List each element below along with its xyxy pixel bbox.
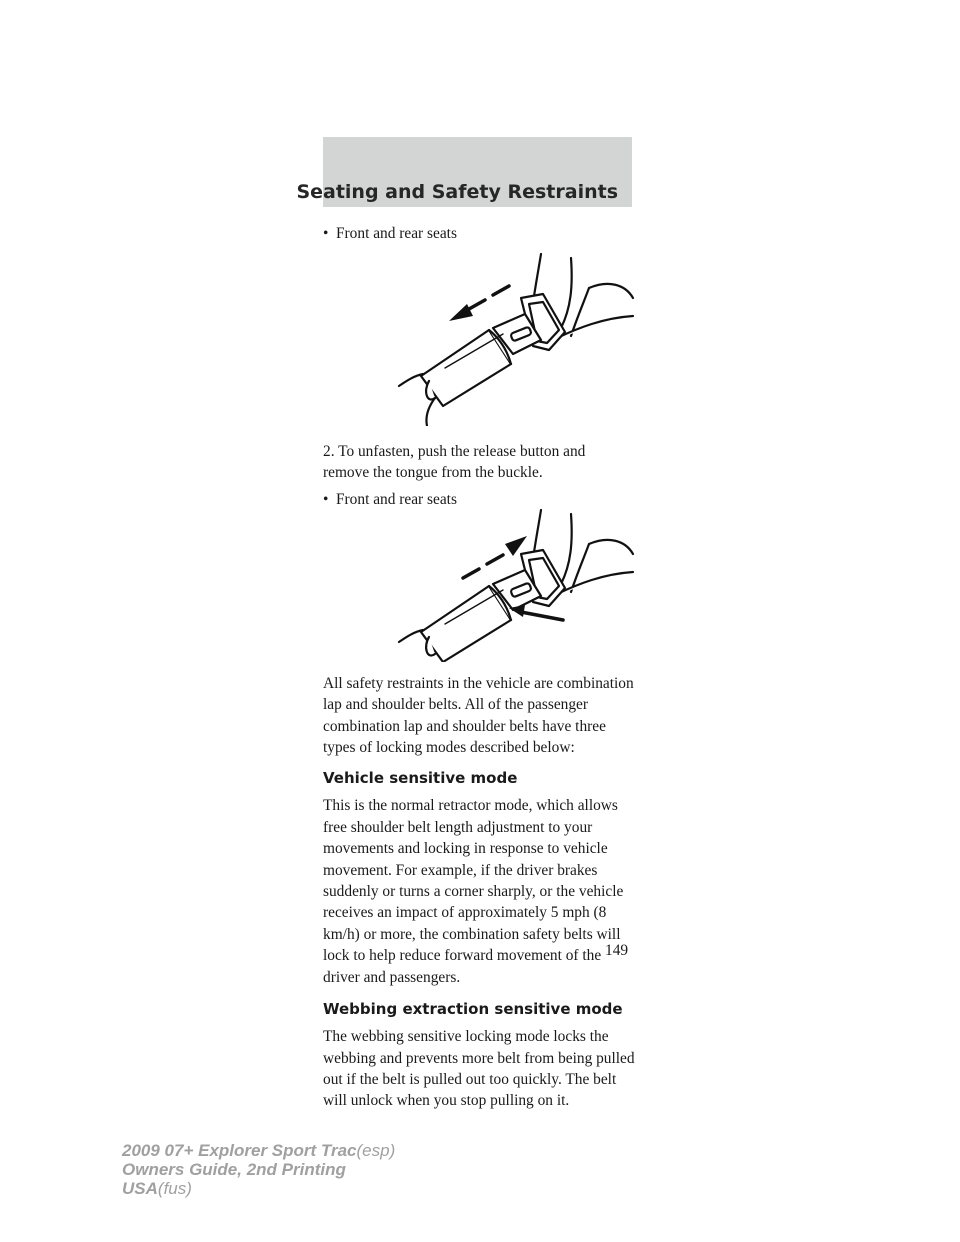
footer-model: 2009 07+ Explorer Sport Trac [122,1141,357,1160]
intro-paragraph: All safety restraints in the vehicle are combination lap and shoulder belts. All of the passenger combination lap and shoulder belts have three types of locking modes described below: [323,674,634,757]
page-number: 149 [605,942,629,959]
section-header [296,137,632,207]
buckle-fasten-illustration [323,244,635,441]
footer-market: USA [122,1179,158,1198]
buckle-fasten-icon [393,246,653,426]
step-2-text: 2. To unfasten, push the release button and remove the tongue from the buckle. [323,443,586,482]
bullet-icon: • [323,490,329,508]
section-title: Seating and Safety Restraints [296,181,618,203]
bullet-icon: • [323,225,329,242]
bullet-text: Front and rear seats [336,490,457,508]
document-footer [122,1141,395,1198]
footer-model-code: (esp) [356,1141,396,1160]
footer-printing: Owners Guide, 2nd Printing [122,1160,346,1179]
vehicle-sensitive-paragraph: This is the normal retractor mode, which allows free shoulder belt length adjustment to your movements and locking in response to vehicle movement. For example, if the driver brakes suddenly or turns a corner sharply, or the vehicle receives an impact of approximately 5 mph (8 km/h) or more, the combination safety belts will lock to help reduce forward movement of the driver and passengers. [323,797,624,986]
heading-webbing-sensitive: Webbing extraction sensitive mode [323,1000,623,1019]
page-content [323,218,635,1112]
webbing-sensitive-paragraph: The webbing sensitive locking mode locks the webbing and prevents more belt from being pulled out if the belt is pulled out too quickly. The belt will unlock when you stop pulling on it. [323,1028,635,1110]
buckle-unfasten-illustration [323,510,635,673]
bullet-text: Front and rear seats [336,225,457,242]
buckle-unfasten-icon [393,502,653,662]
footer-market-code: (fus) [157,1179,192,1198]
heading-vehicle-sensitive: Vehicle sensitive mode [323,769,518,788]
bullet-front-rear-seats-1 [323,223,635,244]
